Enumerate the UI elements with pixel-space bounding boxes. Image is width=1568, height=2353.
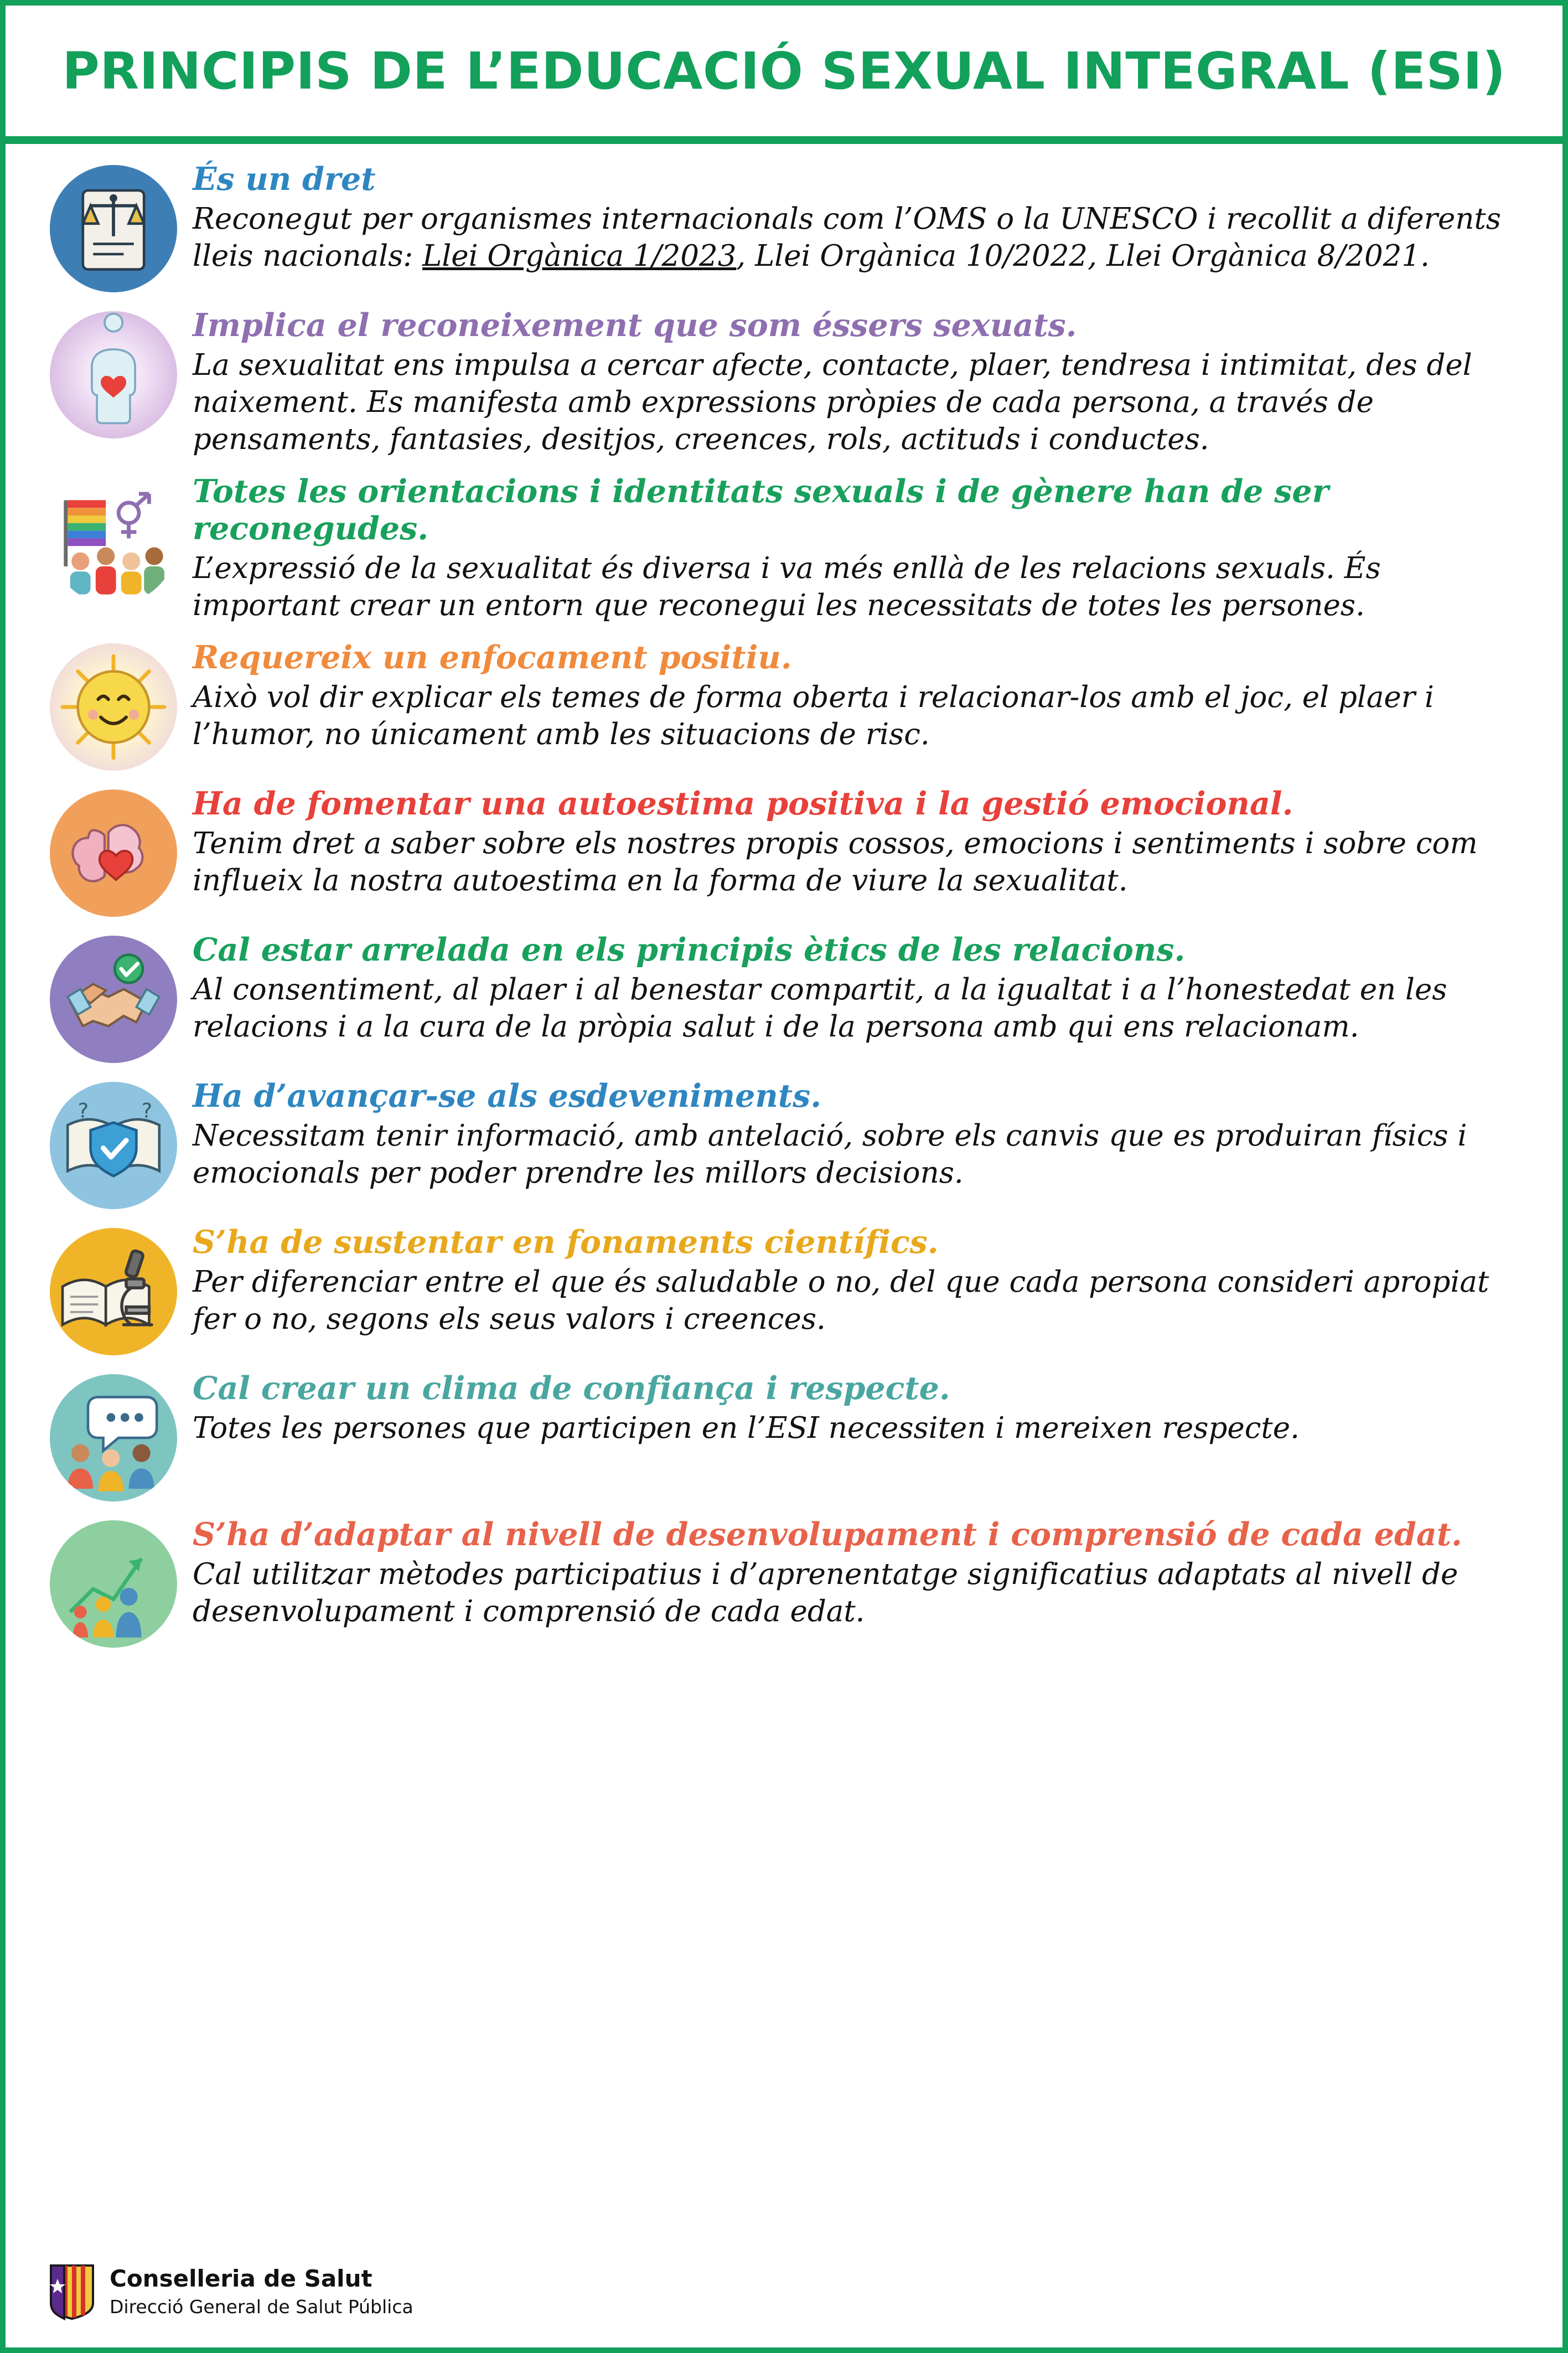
smiling-sun-icon xyxy=(50,643,177,771)
icon-container xyxy=(39,931,188,1063)
text-container xyxy=(188,639,1529,754)
book-microscope-icon xyxy=(50,1228,177,1355)
principle-title: Cal crear un clima de confiança i respecte. xyxy=(193,1369,950,1407)
principle-title: S’ha d’adaptar al nivell de desenvolupament i comprensió de cada edat. xyxy=(193,1515,1462,1553)
principle-title: Totes les orientacions i identitats sexuals i de gènere han de ser reconegudes. xyxy=(193,472,1329,547)
principle-body: Reconegut per organismes internacionals com l’OMS o la UNESCO i recollit a diferents lleis nacionals: Llei Orgànica 1/2023, Llei Orgànica 10/2022, Llei Orgànica 8/2021. xyxy=(193,202,1501,274)
diversity-flag-people-icon xyxy=(50,477,177,605)
principle-body: La sexualitat ens impulsa a cercar afecte, contacte, plaer, tendresa i intimitat, des del naixement. Es manifesta amb expressions pròpies de cada persona, a través de pensaments, fantasies, desitjos, creences, rols, actituds i conductes. xyxy=(193,348,1472,456)
principle-body: Al consentiment, al plaer i al benestar compartit, a la igualtat i a l’honestedat en les relacions i a la cura de la pròpia salut i de la persona amb qui ens relacionam. xyxy=(193,972,1447,1044)
page-title: PRINCIPIS DE L’EDUCACIÓ SEXUAL INTEGRAL (ESI) xyxy=(62,41,1506,101)
text-container xyxy=(188,1077,1529,1192)
icon-container xyxy=(39,1516,188,1648)
icon-container xyxy=(39,639,188,771)
list-item xyxy=(39,161,1529,292)
list-item xyxy=(39,1224,1529,1355)
principle-body: L’expressió de la sexualitat és diversa i va més enllà de les relacions sexuals. És important crear un entorn que reconegui les necessitats de totes les persones. xyxy=(193,551,1381,622)
principles-list xyxy=(6,144,1562,1648)
organization-name: Conselleria de Salut xyxy=(110,2265,372,2293)
book-shield-icon xyxy=(50,1082,177,1209)
department-name: Direcció General de Salut Pública xyxy=(110,2295,413,2318)
icon-container xyxy=(39,307,188,438)
svg-text:?: ? xyxy=(77,1098,89,1122)
principle-title: Ha de fomentar una autoestima positiva i la gestió emocional. xyxy=(193,785,1293,822)
principle-title: Requereix un enfocament positiu. xyxy=(193,638,792,676)
principle-body: Tenim dret a saber sobre els nostres propis cossos, emocions i sentiments i sobre com influeix la nostra autoestima en la forma de viure la sexualitat. xyxy=(193,826,1478,897)
text-container xyxy=(188,1516,1529,1630)
svg-text:?: ? xyxy=(141,1098,153,1122)
text-container xyxy=(188,931,1529,1046)
principle-title: S’ha de sustentar en fonaments científics. xyxy=(193,1223,939,1261)
principle-body: Cal utilitzar mètodes participatius i d’aprenentatge significatius adaptats al nivell de desenvolupament i comprensió de cada edat. xyxy=(193,1557,1458,1628)
handshake-check-icon xyxy=(50,936,177,1063)
list-item xyxy=(39,307,1529,458)
text-container xyxy=(188,473,1529,625)
list-item xyxy=(39,473,1529,625)
principle-title: Implica el reconeixement que som éssers sexuats. xyxy=(193,307,1077,344)
family-growth-chart-icon xyxy=(50,1520,177,1648)
icon-container xyxy=(39,473,188,605)
icon-container xyxy=(39,161,188,292)
icon-container xyxy=(39,1370,188,1501)
text-container xyxy=(188,161,1529,275)
principle-title: És un dret xyxy=(193,161,376,198)
text-container xyxy=(188,785,1529,900)
icon-container xyxy=(39,1077,188,1209)
list-item xyxy=(39,785,1529,917)
brain-heart-icon xyxy=(50,790,177,917)
list-item xyxy=(39,931,1529,1063)
text-container xyxy=(188,307,1529,458)
principle-body: Això vol dir explicar els temes de forma oberta i relacionar-los amb el joc, el plaer i l’humor, no únicament amb les situacions de risc. xyxy=(193,680,1434,751)
list-item xyxy=(39,1077,1529,1209)
list-item xyxy=(39,639,1529,771)
text-container xyxy=(188,1224,1529,1338)
principle-body: Necessitam tenir informació, amb antelació, sobre els canvis que es produiran físics i emocionals per poder prendre les millors decisions. xyxy=(193,1118,1467,1190)
principle-body: Per diferenciar entre el que és saludable o no, del que cada persona consideri apropiat fer o no, segons els seus valors i creences. xyxy=(193,1265,1489,1336)
principle-body: Totes les persones que participen en l’ESI necessiten i mereixen respecte. xyxy=(193,1411,1300,1445)
icon-container xyxy=(39,1224,188,1355)
poster-footer xyxy=(6,2263,1562,2347)
balearic-islands-crest xyxy=(49,2263,95,2321)
list-item xyxy=(39,1370,1529,1501)
list-item xyxy=(39,1516,1529,1648)
principle-title: Cal estar arrelada en els principis ètics de les relacions. xyxy=(193,931,1186,968)
scales-document-icon xyxy=(50,165,177,292)
body-heart-icon xyxy=(50,311,177,438)
principle-title: Ha d’avançar-se als esdeveniments. xyxy=(193,1077,822,1114)
text-container xyxy=(188,1370,1529,1447)
icon-container xyxy=(39,785,188,917)
people-speech-bubble-icon xyxy=(50,1374,177,1501)
poster-header xyxy=(6,6,1562,144)
footer-text xyxy=(110,2265,413,2319)
